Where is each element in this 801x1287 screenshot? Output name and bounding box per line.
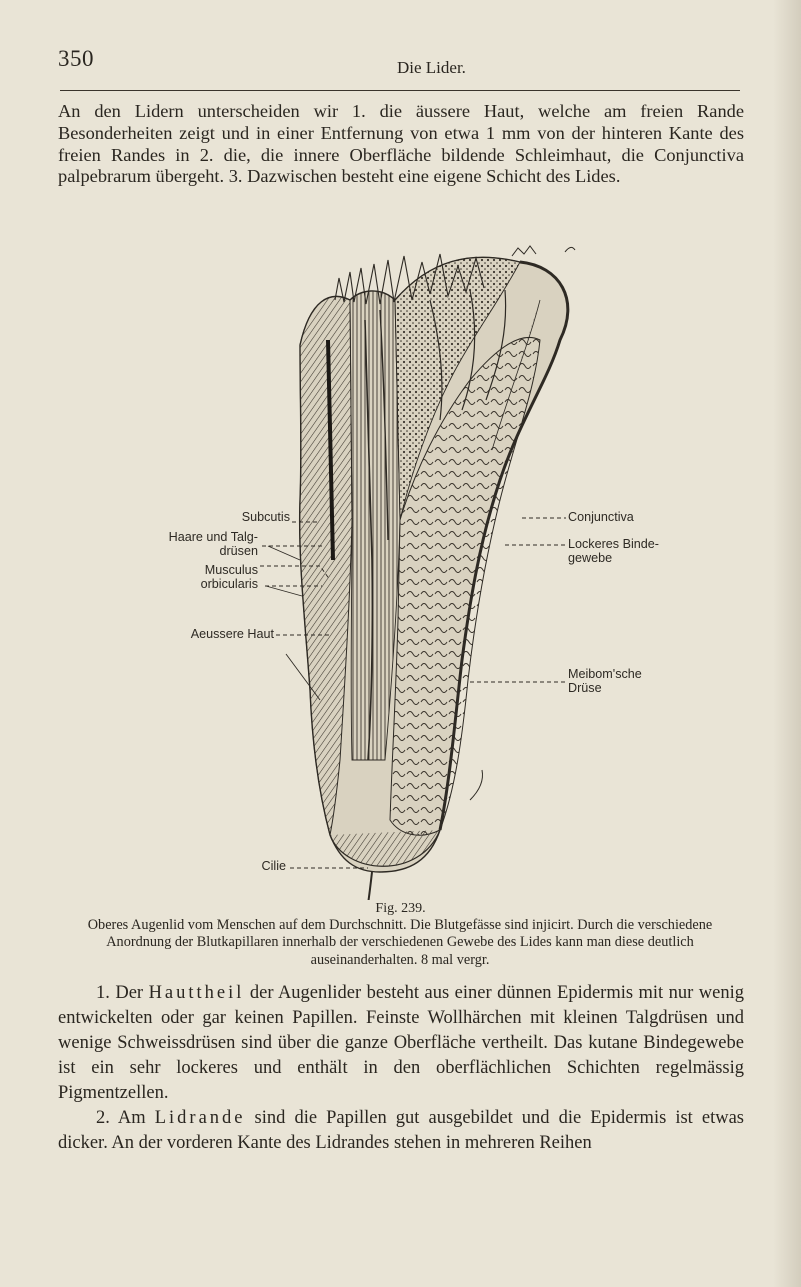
p2-rest: sind die Papillen gut ausgebildet und die Epidermis ist etwas dicker. An der vorderen Kante des Lidrandes stehen in mehreren Reihen xyxy=(58,1108,744,1153)
p1-lead: 1. Der xyxy=(96,983,149,1003)
label-aeussere-haut: Aeussere Haut xyxy=(190,627,274,641)
body-text xyxy=(58,981,744,1156)
label-lockeres-line1: Lockeres Binde- xyxy=(568,537,660,551)
label-musculus-line1: Musculus xyxy=(204,563,258,577)
term-lidrande: Lidrande xyxy=(154,1108,246,1128)
label-conjunctiva: Conjunctiva xyxy=(568,510,634,524)
figure-number: Fig. 239. xyxy=(375,901,426,916)
p1-rest: der Augenlider besteht aus einer dünnen Epidermis mit nur wenig entwickelten oder gar keinen Papillen. Feinste Wollhärchen mit kleinen Talgdrüsen und wenige Schweissdrüsen sind über die ganze Oberfläche vertheilt. Das kutane Bindegewebe ist ein sehr lockeres und enthält in den oberflächlichen Schichten regelmässig Pigmentzellen. xyxy=(58,983,745,1103)
paragraph-lidrand xyxy=(58,1106,744,1156)
label-musculus-line2: orbicularis xyxy=(200,577,258,591)
term-hauttheil: Hauttheil xyxy=(148,983,245,1003)
label-cilie: Cilie xyxy=(261,859,286,873)
figure-caption: Oberes Augenlid vom Menschen auf dem Durchschnitt. Die Blutgefässe sind injicirt. Durch die verschiedene Anordnung der Blutkapillaren innerhalb der verschiedenen Gewebe des Lides kann man diese deutlich auseinanderhalten. 8 mal vergr. xyxy=(87,917,713,968)
label-lockeres-line2: gewebe xyxy=(568,551,613,565)
paragraph-hauttheil xyxy=(58,981,744,1106)
label-meibom-line1: Meibom'sche xyxy=(568,667,642,681)
label-subcutis: Subcutis xyxy=(241,510,290,524)
label-haare-line2: drüsen xyxy=(219,544,258,558)
label-meibom-line2: Drüse xyxy=(568,681,602,695)
running-head: Die Lider. xyxy=(397,58,466,77)
intro-paragraph: An den Lidern unterscheiden wir 1. die äussere Haut, welche am freien Rande Besonderheiten zeigt und in einer Entfernung von etwa 1 mm von der hinteren Kante des freien Randes in 2. die, die innere Oberfläche bildende Schleimhaut, die Conjunctiva palpebrarum übergeht. 3. Dazwischen besteht eine eigene Schicht des Lides. xyxy=(58,101,744,187)
p2-lead: 2. Am xyxy=(96,1108,155,1128)
label-haare-line1: Haare und Talg- xyxy=(168,530,258,544)
page-number: 350 xyxy=(58,46,94,71)
